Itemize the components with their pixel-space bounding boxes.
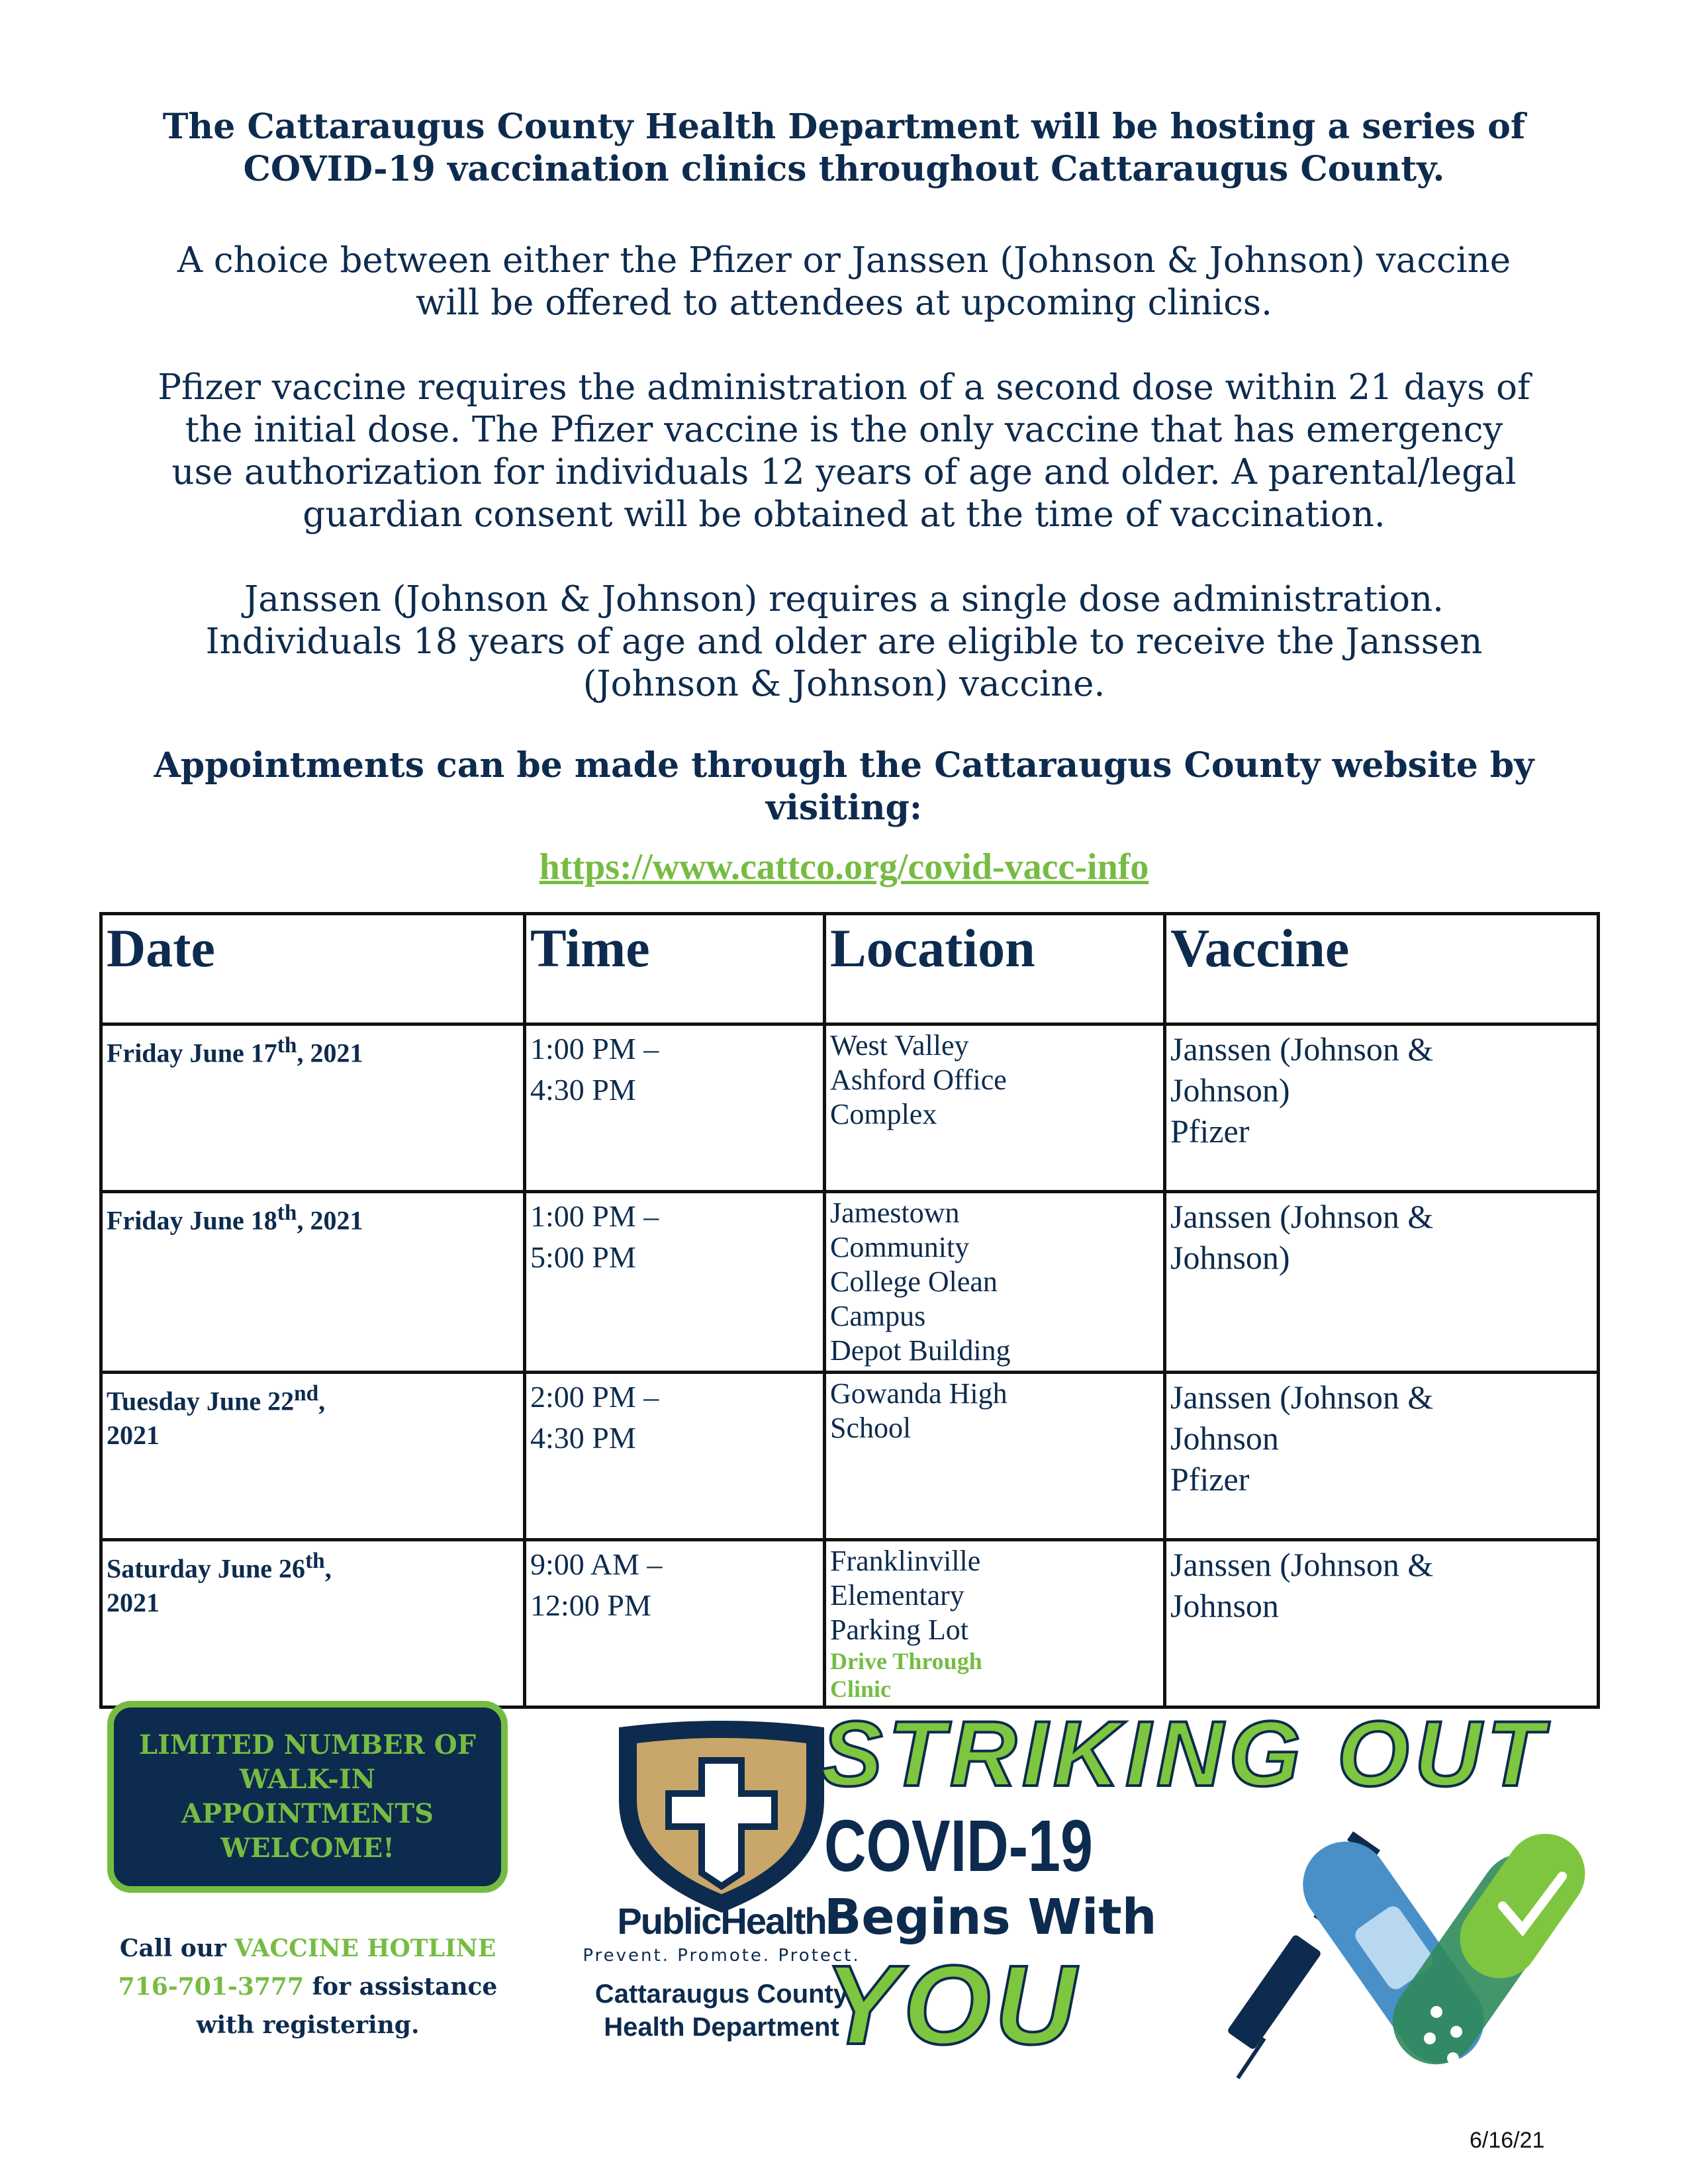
- location-line: Campus: [830, 1300, 926, 1332]
- location-cell: [825, 1192, 1165, 1373]
- location-line: Elementary: [830, 1579, 964, 1612]
- hotline-prefix: Call our: [119, 1934, 235, 1962]
- walk-in-line: WALK-IN: [239, 1764, 376, 1795]
- heading-line: The Cattaraugus County Health Department will be hosting a series of: [162, 107, 1526, 147]
- table-row: [101, 1024, 1599, 1192]
- location-line: West Valley: [830, 1029, 969, 1062]
- walk-in-appointments-badge: [107, 1701, 508, 1893]
- vaccine-line: Pfizer: [1170, 1461, 1250, 1498]
- date-year: , 2021: [297, 1205, 363, 1236]
- vaccine-line: Janssen (Johnson &: [1170, 1379, 1434, 1416]
- walk-in-line: WELCOME!: [220, 1833, 395, 1864]
- janssen-paragraph: [106, 578, 1582, 705]
- campaign-begins-with: Begins With: [824, 1889, 1157, 1946]
- date-comma: ,: [324, 1553, 332, 1584]
- date-cell: [101, 1024, 525, 1192]
- campaign-you: YOU: [824, 1942, 1080, 2068]
- vaccine-cell: [1165, 1192, 1599, 1373]
- paragraph-line: Individuals 18 years of age and older are eligible to receive the Janssen: [205, 621, 1483, 662]
- drive-through-note: Drive Through: [830, 1648, 982, 1674]
- vaccine-cell: [1165, 1024, 1599, 1192]
- hotline-phone[interactable]: 716-701-3777: [118, 1973, 305, 2001]
- clinic-schedule-table: [99, 912, 1600, 1709]
- date-text: Friday June 18: [107, 1205, 277, 1236]
- column-header-time: Time: [525, 914, 825, 1024]
- time-end: 5:00 PM: [530, 1240, 636, 1274]
- location-line: Ashford Office: [830, 1064, 1007, 1096]
- date-ordinal: nd: [294, 1381, 319, 1406]
- time-start: 9:00 AM –: [530, 1547, 663, 1581]
- location-line: School: [830, 1412, 912, 1444]
- time-end: 4:30 PM: [530, 1073, 636, 1107]
- vaccine-line: Janssen (Johnson &: [1170, 1546, 1434, 1583]
- heading-line: visiting:: [765, 788, 923, 828]
- date-comma: ,: [318, 1386, 326, 1416]
- vaccine-line: Janssen (Johnson &: [1170, 1030, 1434, 1068]
- campaign-striking-out: STRIKING OUT: [821, 1702, 1549, 1805]
- time-cell: [525, 1192, 825, 1373]
- location-line: Gowanda High: [830, 1377, 1008, 1410]
- walk-in-line: LIMITED NUMBER OF: [138, 1729, 477, 1760]
- vaccine-cell: [1165, 1373, 1599, 1540]
- appointment-website-link[interactable]: https://www.cattco.org/covid-vacc-info: [539, 846, 1149, 887]
- vaccine-hotline-info: [99, 1929, 516, 2044]
- heading-line: COVID-19 vaccination clinics throughout Cattaraugus County.: [243, 149, 1445, 189]
- drive-through-note: Clinic: [830, 1676, 892, 1702]
- vaccine-line: Johnson): [1170, 1239, 1290, 1276]
- date-ordinal: th: [277, 1201, 297, 1225]
- date-year: 2021: [107, 1588, 160, 1618]
- paragraph-line: will be offered to attendees at upcoming clinics.: [416, 283, 1272, 323]
- time-cell: [525, 1373, 825, 1540]
- table-header-row: [101, 914, 1599, 1024]
- appointments-heading: [106, 745, 1582, 829]
- time-end: 12:00 PM: [530, 1588, 651, 1622]
- location-cell: [825, 1540, 1165, 1707]
- location-line: College Olean: [830, 1265, 998, 1298]
- date-cell: [101, 1540, 525, 1707]
- vaccine-line: Johnson: [1170, 1587, 1279, 1624]
- time-cell: [525, 1024, 825, 1192]
- campaign-covid: COVID-19: [824, 1805, 1093, 1887]
- paragraph-line: (Johnson & Johnson) vaccine.: [583, 664, 1105, 704]
- dept-line: Cattaraugus County: [594, 1979, 849, 2009]
- vaccine-choice-paragraph: [106, 240, 1582, 324]
- vaccine-line: Pfizer: [1170, 1113, 1250, 1150]
- paragraph-line: use authorization for individuals 12 years of age and older. A parental/legal: [171, 452, 1517, 492]
- vaccine-line: Johnson): [1170, 1071, 1290, 1109]
- date-text: Tuesday June 22: [107, 1386, 295, 1416]
- location-line: Jamestown: [830, 1197, 960, 1229]
- location-line: Depot Building: [830, 1334, 1011, 1367]
- public-health-tagline: Prevent. Promote. Protect.: [583, 1946, 861, 1966]
- location-line: Franklinville: [830, 1545, 981, 1577]
- footer-date: 6/16/21: [1470, 2128, 1545, 2153]
- paragraph-line: the initial dose. The Pfizer vaccine is the only vaccine that has emergency: [185, 410, 1503, 450]
- paragraph-line: A choice between either the Pfizer or Janssen (Johnson & Johnson) vaccine: [177, 240, 1511, 281]
- paragraph-line: Pfizer vaccine requires the administration of a second dose within 21 days of: [158, 367, 1530, 408]
- date-cell: [101, 1192, 525, 1373]
- table-row: [101, 1373, 1599, 1540]
- table-row: [101, 1192, 1599, 1373]
- heading-line: Appointments can be made through the Cattaraugus County website by: [154, 745, 1534, 786]
- pfizer-paragraph: [106, 367, 1582, 536]
- location-line: Parking Lot: [830, 1614, 968, 1646]
- location-line: Complex: [830, 1098, 937, 1130]
- hotline-suffix: for assistance: [304, 1973, 498, 2001]
- date-cell: [101, 1373, 525, 1540]
- date-text: Friday June 17: [107, 1038, 277, 1068]
- date-ordinal: th: [277, 1033, 297, 1058]
- public-health-wordmark: PublicHealth: [617, 1900, 826, 1942]
- hotline-suffix: with registering.: [196, 2011, 420, 2039]
- location-line: Community: [830, 1231, 970, 1263]
- walk-in-line: APPOINTMENTS: [181, 1798, 434, 1829]
- location-cell: [825, 1024, 1165, 1192]
- vaccine-line: Janssen (Johnson &: [1170, 1198, 1434, 1235]
- time-start: 1:00 PM –: [530, 1032, 659, 1066]
- paragraph-line: Janssen (Johnson & Johnson) requires a single dose administration.: [244, 579, 1444, 619]
- date-year: , 2021: [297, 1038, 363, 1068]
- date-text: Saturday June 26: [107, 1553, 306, 1584]
- column-header-location: Location: [825, 914, 1165, 1024]
- hotline-label: VACCINE HOTLINE: [234, 1934, 496, 1962]
- vaccine-illustration: [1218, 1813, 1589, 2091]
- time-start: 2:00 PM –: [530, 1380, 659, 1414]
- date-year: 2021: [107, 1420, 160, 1451]
- time-start: 1:00 PM –: [530, 1199, 659, 1233]
- date-ordinal: th: [305, 1549, 325, 1573]
- column-header-date: Date: [101, 914, 525, 1024]
- location-cell: [825, 1373, 1165, 1540]
- vaccine-line: Johnson: [1170, 1420, 1279, 1457]
- table-row: [101, 1540, 1599, 1707]
- time-cell: [525, 1540, 825, 1707]
- column-header-vaccine: Vaccine: [1165, 914, 1599, 1024]
- time-end: 4:30 PM: [530, 1421, 636, 1455]
- vaccine-cell: [1165, 1540, 1599, 1707]
- flyer-heading: [106, 106, 1582, 191]
- dept-line: Health Department: [604, 2013, 839, 2042]
- paragraph-line: guardian consent will be obtained at the time of vaccination.: [303, 494, 1385, 535]
